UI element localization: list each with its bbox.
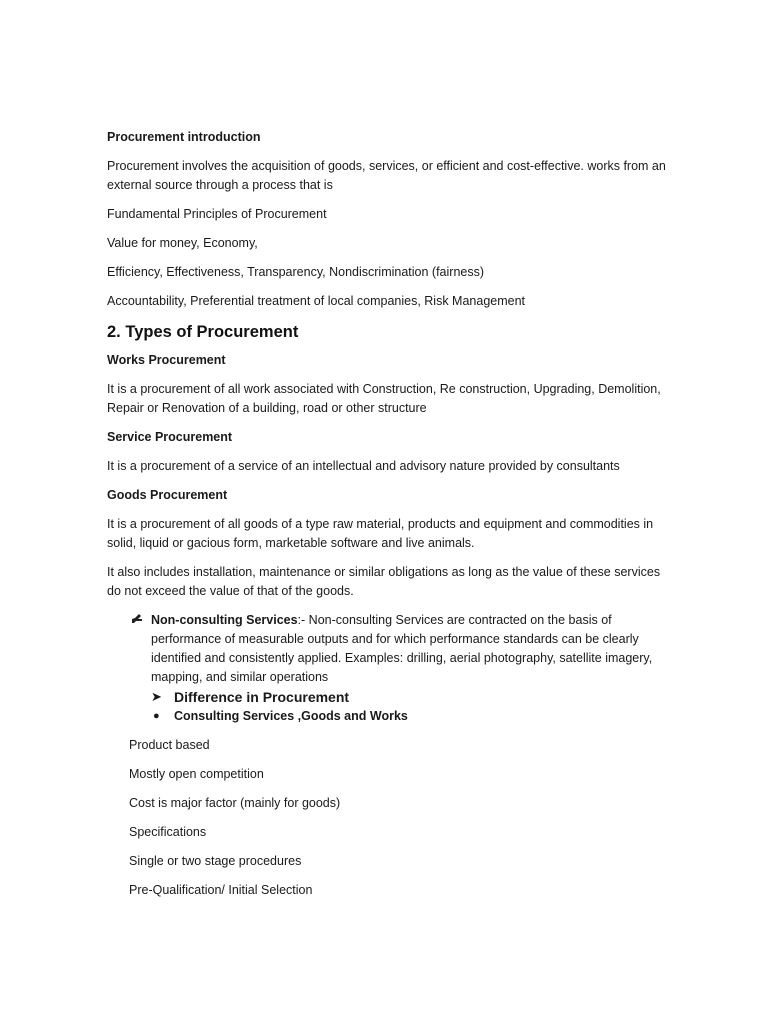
list-item: Cost is major factor (mainly for goods) bbox=[129, 796, 341, 810]
document-page bbox=[107, 128, 667, 910]
section-heading: 2. Types of Procurement bbox=[107, 323, 299, 341]
consulting-item: Consulting Services ,Goods and Works bbox=[174, 709, 408, 723]
list-item: Single or two stage procedures bbox=[129, 854, 302, 868]
goods-text: It is a procurement of all goods of a type raw material, products and equipment and commodities in solid, liquid or gacious form, marketable software and live animals. bbox=[107, 517, 654, 550]
principles-line-2: Efficiency, Effectiveness, Transparency, Nondiscrimination (fairness) bbox=[107, 265, 485, 279]
goods-text-2: It also includes installation, maintenance or similar obligations as long as the value of these services do not exceed the value of that of the goods. bbox=[107, 565, 661, 598]
service-heading: Service Procurement bbox=[107, 430, 233, 444]
intro-heading: Procurement introduction bbox=[107, 130, 261, 144]
works-heading: Works Procurement bbox=[107, 353, 226, 367]
principles-heading: Fundamental Principles of Procurement bbox=[107, 207, 327, 221]
nonconsulting-text: :- Non-consulting Services are contracted on the basis of performance of measurable outputs and for which performance standards can be clearly identified and consistently applied. Examples: drilling, aerial photography, satellite imagery, mapping, and similar operations bbox=[151, 613, 653, 684]
arrow-bullet-icon: ➤ bbox=[151, 689, 162, 704]
works-text: It is a procurement of all work associated with Construction, Re construction, Upgrading, Demolition, Repair or Renovation of a building, road or other structure bbox=[107, 382, 661, 415]
dot-bullet-icon: ● bbox=[153, 710, 160, 722]
list-item: Product based bbox=[129, 738, 210, 752]
difference-heading: Difference in Procurement bbox=[174, 689, 350, 705]
difference-heading-row bbox=[107, 687, 667, 707]
list-item: Specifications bbox=[129, 825, 207, 839]
nonconsulting-label: Non-consulting Services bbox=[151, 613, 298, 627]
service-text: It is a procurement of a service of an intellectual and advisory nature provided by consultants bbox=[107, 459, 620, 473]
principles-line-3: Accountability, Preferential treatment of local companies, Risk Management bbox=[107, 294, 526, 308]
consulting-item-row bbox=[107, 707, 667, 726]
intro-text: Procurement involves the acquisition of goods, services, or efficient and cost-effective. works from an external source through a process that is bbox=[107, 159, 666, 192]
principles-line-1: Value for money, Economy, bbox=[107, 236, 258, 250]
list-item: Pre-Qualification/ Initial Selection bbox=[129, 883, 313, 897]
nonconsulting-bullet bbox=[107, 611, 667, 687]
list-item: Mostly open competition bbox=[129, 767, 264, 781]
pointing-hand-icon bbox=[129, 611, 145, 630]
goods-heading: Goods Procurement bbox=[107, 488, 228, 502]
